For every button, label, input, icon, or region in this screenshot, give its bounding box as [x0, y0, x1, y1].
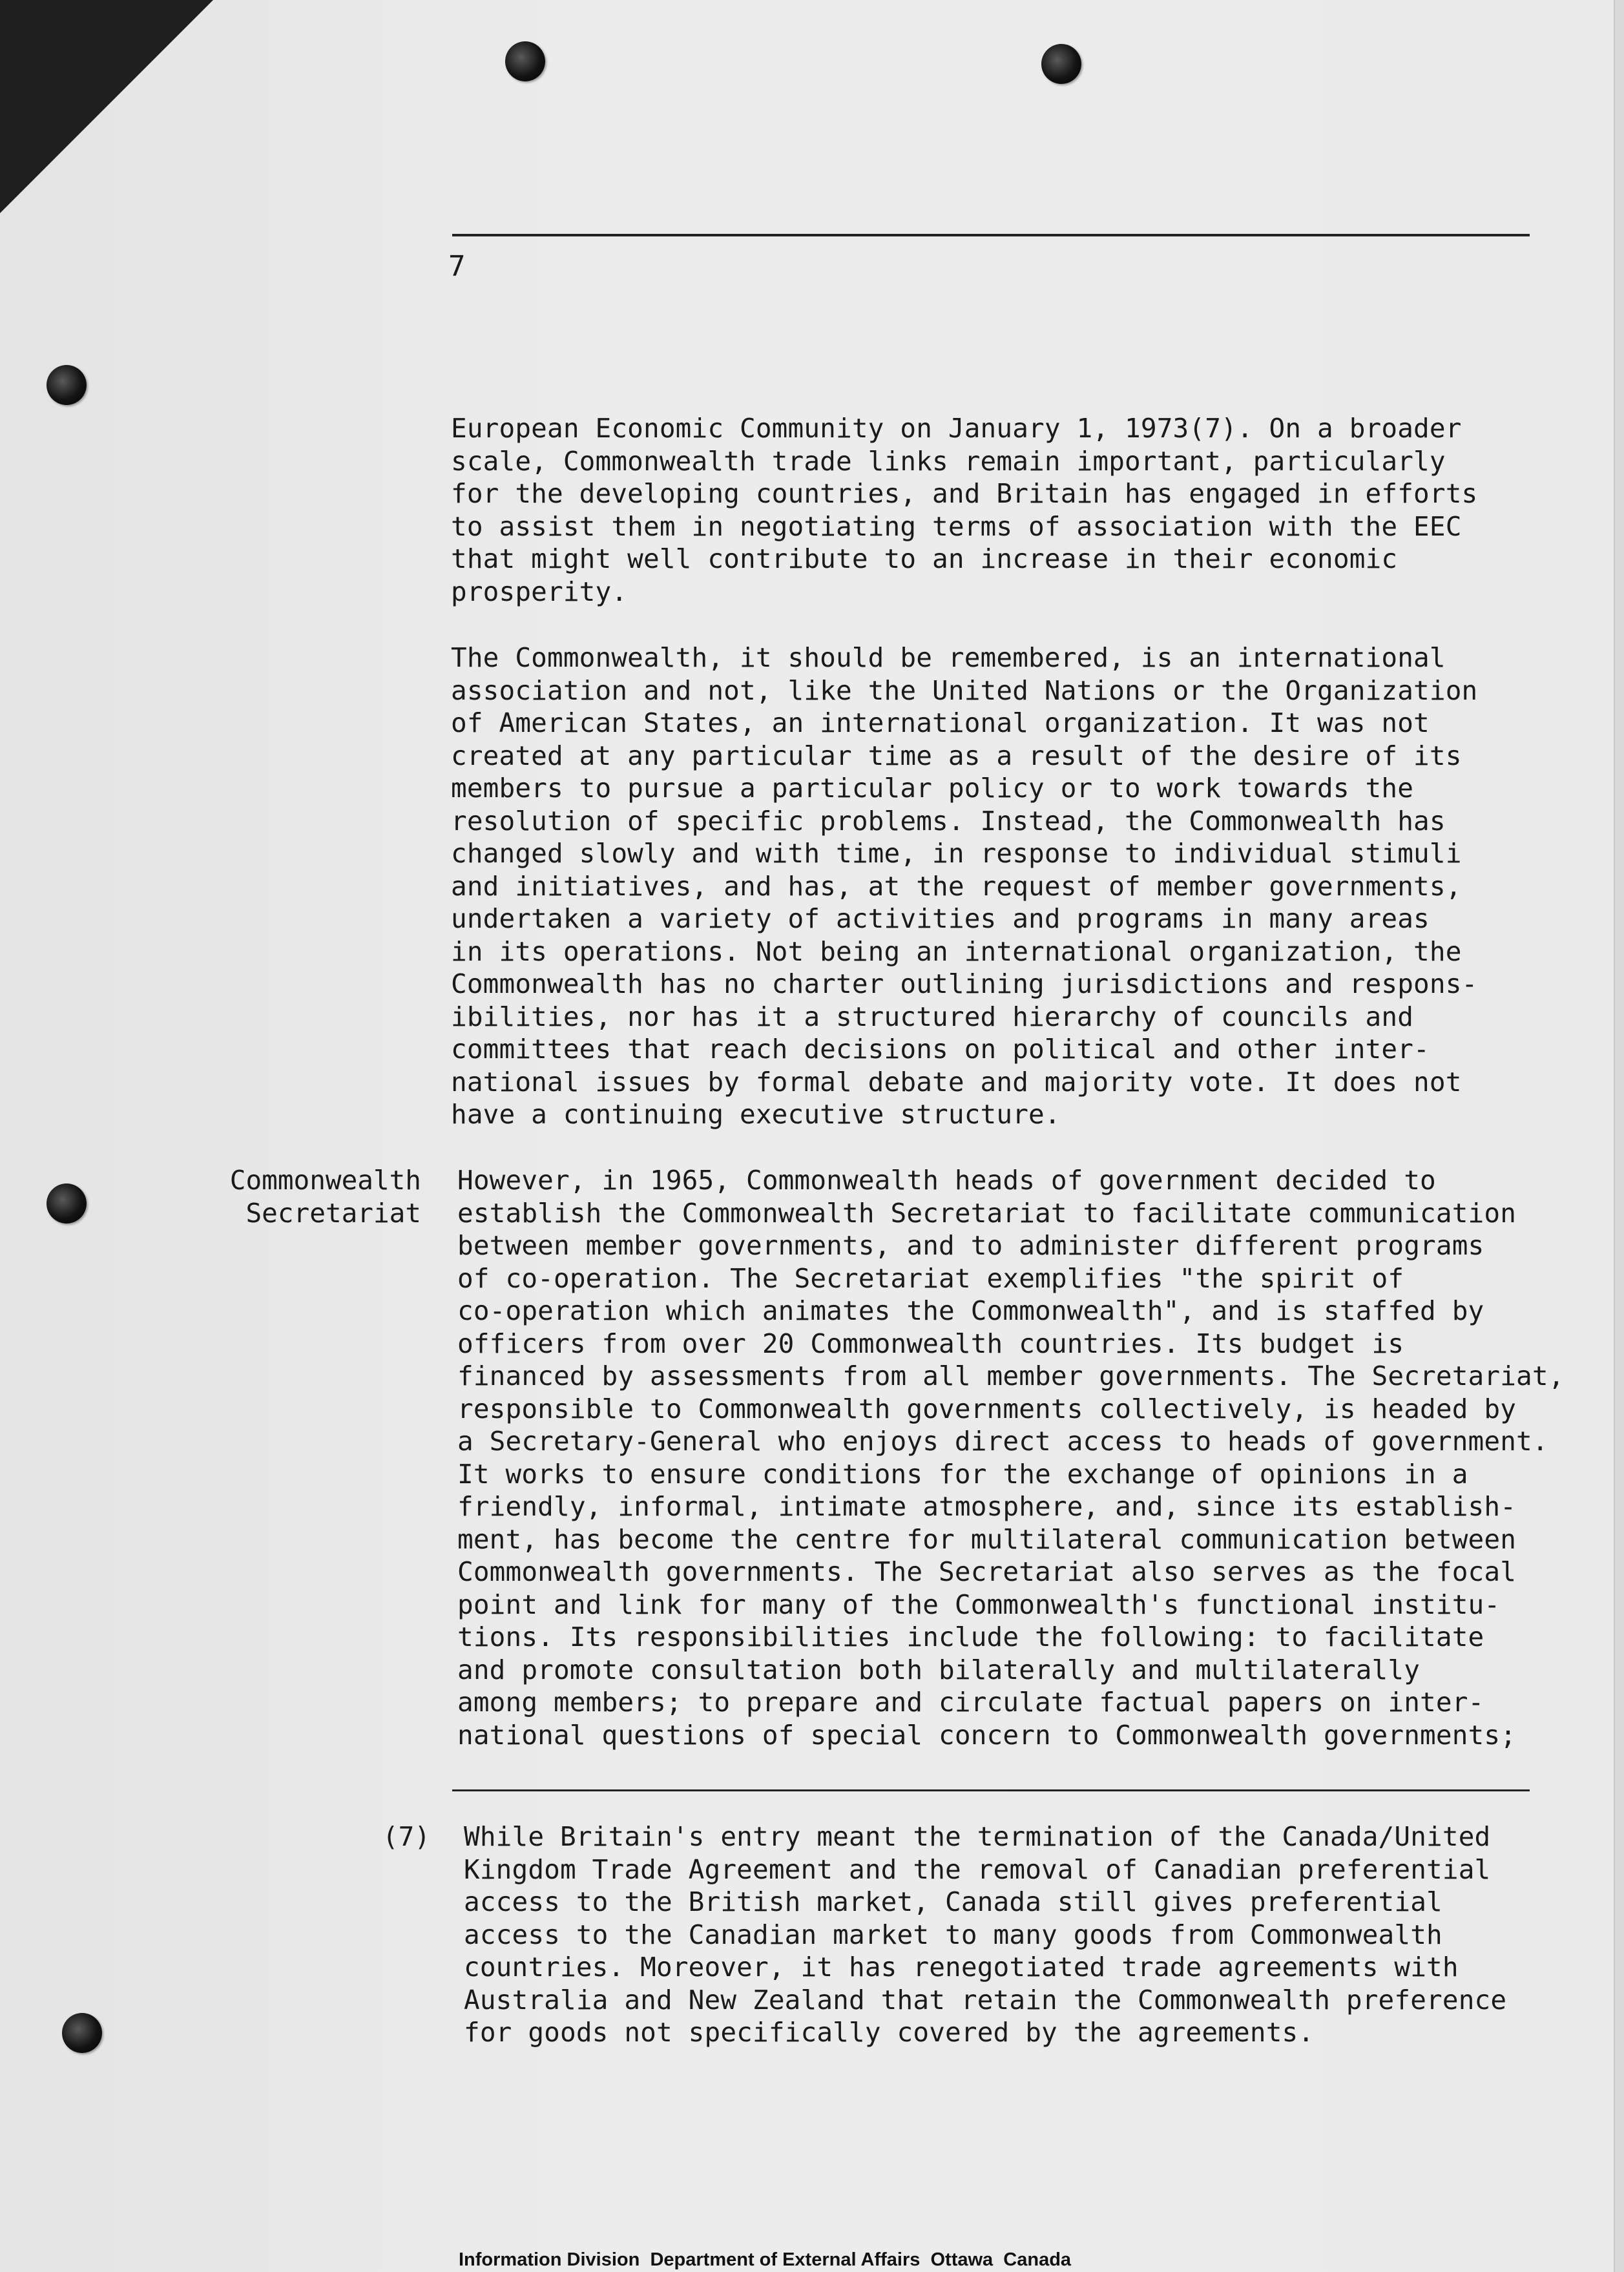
- punch-hole: [505, 41, 545, 81]
- margin-heading-secretariat: Commonwealth Secretariat: [229, 1165, 421, 1229]
- punch-hole: [1041, 44, 1081, 84]
- footnote-marker: (7): [382, 1821, 431, 1852]
- punch-hole: [47, 1183, 87, 1224]
- header-rule: [452, 234, 1530, 236]
- footnote-text: While Britain's entry meant the termination of the Canada/United Kingdom Trade Agreement and the removal of Canadian preferential access to the British market, Canada still gives preferential access to the Canadian market to many goods from Commonwealth countries. Moreover, it has renegotiated trade agreements with Australia and New Zealand that retain the Commonwealth preference for goods not specifically covered by the agreements.: [464, 1821, 1507, 2048]
- page-edge: [1614, 0, 1624, 2272]
- paragraph-secretariat: However, in 1965, Commonwealth heads of government decided to establish the Commonwealth Secretariat to facilitate communication between member governments, and to administer different programs of co-operation. The Secretariat exemplifies "the spirit of co-operation which animates the Commonwealth", and is staffed by officers from over 20 Commonwealth countries. Its budget is financed by assessments from all member governments. The Secretariat, responsible to Commonwealth governments collectively, is headed by a Secretary-General who enjoys direct access to heads of government. It works to ensure conditions for the exchange of opinions in a friendly, informal, intimate atmosphere, and, since its establish- ment, has become the centre for multilateral communication between Commonwealth governments. The Secretariat also serves as the focal point and link for many of the Commonwealth's functional institu- tions. Its responsibilities include the following: to facilitate and promote consultation both bilaterally and multilaterally among members; to prepare and circulate factual papers on inter- national questions of special concern to Commonwealth governments;: [457, 1165, 1565, 1751]
- folded-corner: [0, 0, 213, 213]
- paragraph-eec: European Economic Community on January 1, 1973(7). On a broader scale, Commonwealth trade links remain important, particularly for the developing countries, and Britain has engaged in efforts to assist them in negotiating terms of association with the EEC that might well contribute to an increase in their economic prosperity.: [451, 413, 1478, 607]
- page-number: 7: [448, 250, 466, 283]
- footer-department: Information Division Department of External Affairs Ottawa Canada: [459, 2249, 1072, 2270]
- footnote-rule: [452, 1789, 1530, 1791]
- punch-hole: [47, 365, 87, 405]
- punch-hole: [62, 2013, 102, 2053]
- paragraph-commonwealth-association: The Commonwealth, it should be remembered, is an international association and not, like the United Nations or the Organization of American States, an international organization. It was not created at any particular time as a result of the desire of its members to pursue a particular policy or to work towards the resolution of specific problems. Instead, the Commonwealth has changed slowly and with time, in response to individual stimuli and initiatives, and has, at the request of member governments, undertaken a variety of activities and programs in many areas in its operations. Not being an international organization, the Commonwealth has no charter outlining jurisdictions and respons- ibilities, nor has it a structured hierarchy of councils and committees that reach decisions on political and other inter- national issues by formal debate and majority vote. It does not have a continuing executive structure.: [451, 642, 1478, 1130]
